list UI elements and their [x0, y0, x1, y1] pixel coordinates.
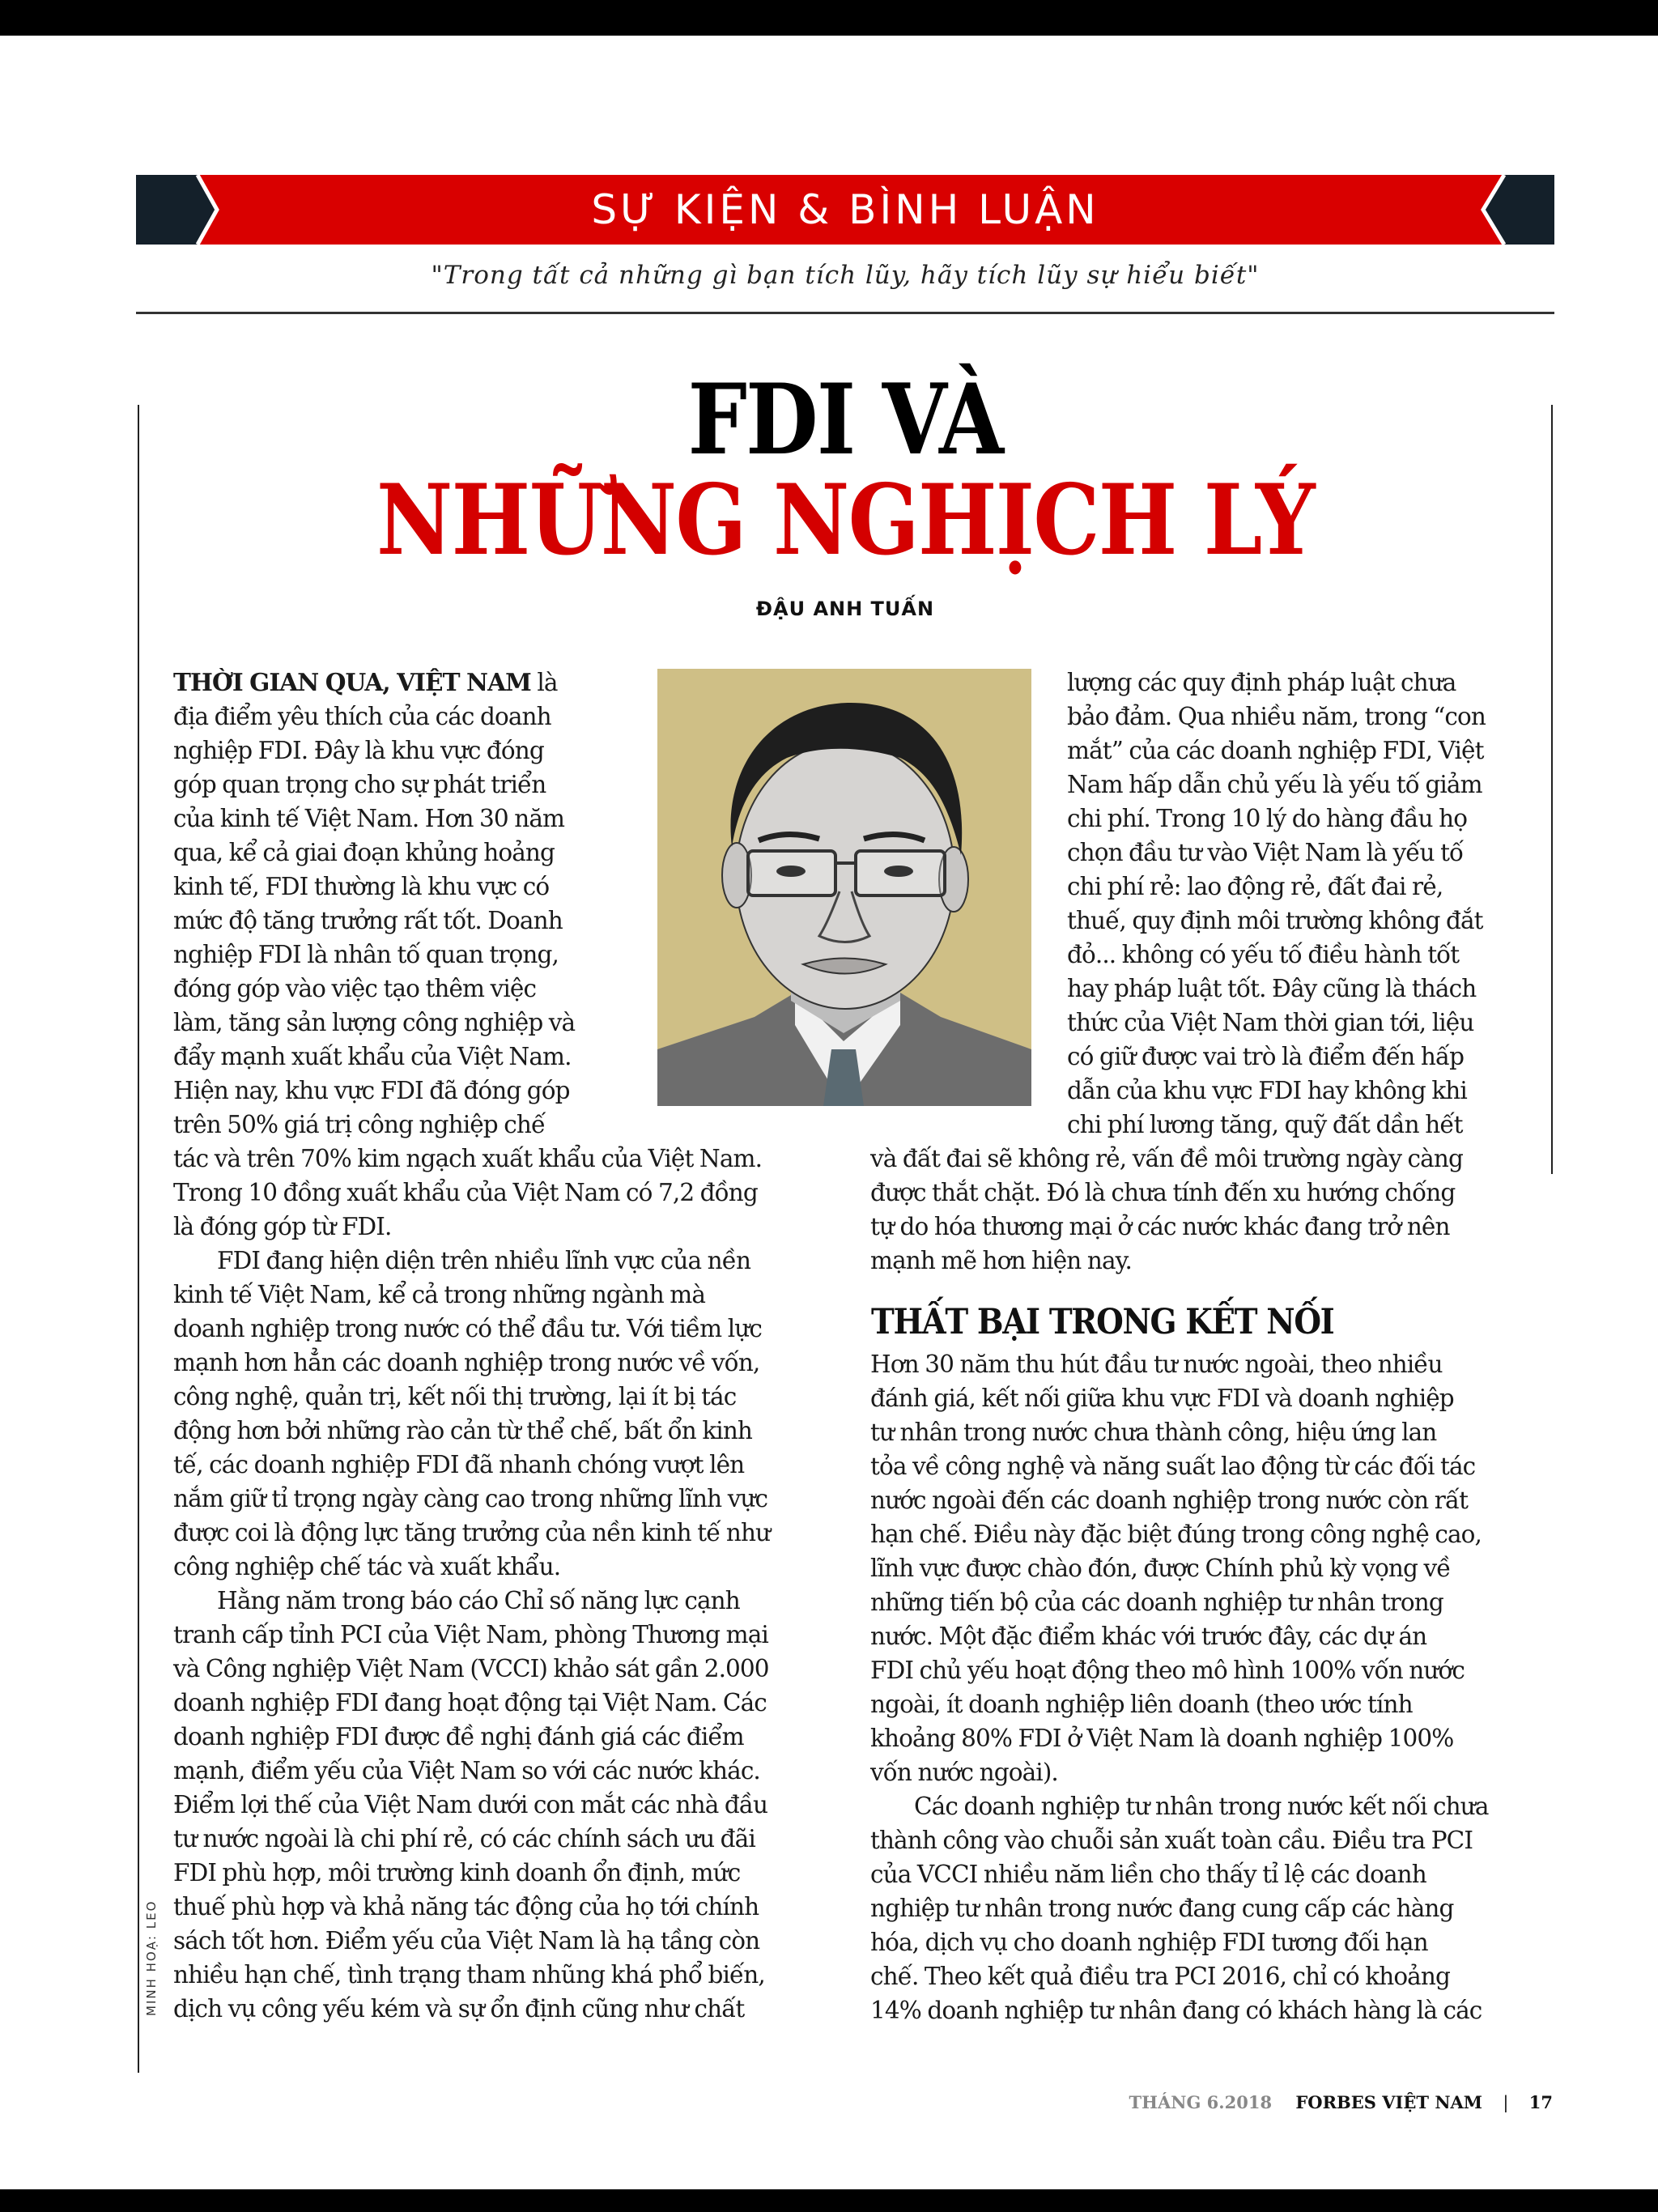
text-line: Nam hấp dẫn chủ yếu là yếu tố giảm — [1067, 771, 1482, 798]
text-line: dẫn của khu vực FDI hay không khi — [1067, 1077, 1467, 1104]
text-line: kinh tế Việt Nam, kể cả trong những ngành mà — [173, 1281, 706, 1308]
text-line: mạnh, điểm yếu của Việt Nam so với các nước khác. — [173, 1757, 760, 1784]
text-line: 14% doanh nghiệp tư nhân đang có khách hàng là các — [870, 1997, 1482, 2024]
text-line: mạnh mẽ hơn hiện nay. — [870, 1247, 1132, 1274]
text-line: và Công nghiệp Việt Nam (VCCI) khảo sát gần 2.000 — [173, 1655, 769, 1682]
text-line: mức độ tăng trưởng rất tốt. Doanh — [173, 907, 563, 934]
text-line: hay pháp luật tốt. Đây cũng là thách — [1067, 975, 1477, 1002]
text-line: thuế, quy định môi trường không đắt — [1067, 907, 1483, 934]
text-line: qua, kể cả giai đoạn khủng hoảng — [173, 839, 555, 866]
text-line: bảo đảm. Qua nhiều năm, trong “con — [1067, 703, 1486, 730]
text-line: tác và trên 70% kim ngạch xuất khẩu của Việt Nam. — [173, 1145, 763, 1172]
text-line: đỏ... không có yếu tố điều hành tốt — [1067, 941, 1460, 968]
lead-in: THỜI GIAN QUA, VIỆT NAM — [173, 668, 531, 696]
text-line: Trong 10 đồng xuất khẩu của Việt Nam có 7,2 đồng — [173, 1179, 758, 1206]
text-line: Hiện nay, khu vực FDI đã đóng góp — [173, 1077, 570, 1104]
footer-separator: | — [1503, 2093, 1509, 2112]
text-line: FDI đang hiện diện trên nhiều lĩnh vực của nền — [217, 1247, 751, 1274]
text-line: đánh giá, kết nối giữa khu vực FDI và doanh nghiệp — [870, 1385, 1454, 1412]
issue-date: THÁNG 6.2018 — [1129, 2092, 1273, 2112]
text-line: tư nước ngoài là chi phí rẻ, có các chính sách ưu đãi — [173, 1825, 755, 1853]
text-line: ngoài, ít doanh nghiệp liên doanh (theo ước tính — [870, 1691, 1413, 1718]
text-line: tranh cấp tỉnh PCI của Việt Nam, phòng Thương mại — [173, 1621, 768, 1648]
text-line: nghiệp FDI. Đây là khu vực đóng — [173, 737, 544, 764]
text-line: tự do hóa thương mại ở các nước khác đang trở nên — [870, 1213, 1450, 1240]
text-line: Các doanh nghiệp tư nhân trong nước kết nối chưa — [914, 1793, 1489, 1820]
text-line: đẩy mạnh xuất khẩu của Việt Nam. — [173, 1043, 572, 1070]
text-line: hạn chế. Điều này đặc biệt đúng trong công nghệ cao, — [870, 1521, 1482, 1548]
text-line: là — [530, 669, 558, 696]
text-line: có giữ được vai trò là điểm đến hấp — [1067, 1043, 1465, 1070]
text-line: thuế phù hợp và khả năng tác động của họ tới chính — [173, 1893, 759, 1921]
text-line: chi phí rẻ: lao động rẻ, đất đai rẻ, — [1067, 873, 1443, 900]
right-column-top — [1067, 666, 1486, 1142]
motto-divider — [136, 312, 1554, 314]
page-number: 17 — [1528, 2092, 1553, 2112]
text-line: của kinh tế Việt Nam. Hơn 30 năm — [173, 805, 565, 832]
text-line: dịch vụ công yếu kém và sự ổn định cũng như chất — [173, 1995, 745, 2023]
text-line: chi phí. Trong 10 lý do hàng đầu họ — [1067, 805, 1468, 832]
text-line: vốn nước ngoài). — [870, 1759, 1058, 1786]
text-line: được coi là động lực tăng trưởng của nền kinh tế như — [173, 1519, 771, 1546]
frame-left-rule — [138, 405, 139, 2073]
text-line: doanh nghiệp trong nước có thể đầu tư. Với tiềm lực — [173, 1315, 762, 1342]
illustration-credit: MINH HOẠ: LEO — [144, 1899, 159, 2016]
text-line: nước ngoài đến các doanh nghiệp trong nước còn rất — [870, 1487, 1469, 1514]
section-banner — [136, 175, 1554, 245]
text-line: thành công vào chuỗi sản xuất toàn cầu. Điều tra PCI — [870, 1827, 1473, 1854]
text-line: tỏa về công nghệ và năng suất lao động từ các đối tác — [870, 1453, 1476, 1480]
text-line: địa điểm yêu thích của các doanh — [173, 703, 551, 730]
text-line: đóng góp vào việc tạo thêm việc — [173, 975, 537, 1002]
text-line: chế. Theo kết quả điều tra PCI 2016, chỉ có khoảng — [870, 1963, 1450, 1990]
text-line: mạnh hơn hẳn các doanh nghiệp trong nước về vốn, — [173, 1349, 760, 1376]
text-line: chi phí lương tăng, quỹ đất dần hết — [1067, 1111, 1463, 1138]
frame-right-rule — [1551, 405, 1553, 1174]
publication-name: FORBES VIỆT NAM — [1295, 2092, 1483, 2112]
text-line: công nghệ, quản trị, kết nối thị trường, lại ít bị tác — [173, 1383, 737, 1410]
text-line: doanh nghiệp FDI được đề nghị đánh giá các điểm — [173, 1723, 744, 1750]
text-line: kinh tế, FDI thường là khu vực có — [173, 873, 550, 900]
text-line: được thắt chặt. Đó là chưa tính đến xu hướng chống — [870, 1179, 1456, 1206]
text-line: hóa, dịch vụ cho doanh nghiệp FDI tương đối hạn — [870, 1929, 1428, 1956]
text-line: sách tốt hơn. Điểm yếu của Việt Nam là hạ tầng còn — [173, 1927, 760, 1955]
section-motto: "Trong tất cả những gì bạn tích lũy, hãy tích lũy sự hiểu biết" — [431, 261, 1260, 290]
section2-paragraphs — [870, 1347, 1489, 2027]
text-line: tư nhân trong nước chưa thành công, hiệu ứng lan — [870, 1419, 1437, 1446]
text-line: khoảng 80% FDI ở Việt Nam là doanh nghiệp 100% — [870, 1725, 1454, 1752]
headline-line-1: FDI VÀ — [687, 363, 1003, 477]
subheading: THẤT BẠI TRONG KẾT NỐI — [871, 1302, 1334, 1342]
text-line: và đất đai sẽ không rẻ, vấn đề môi trường ngày càng — [870, 1145, 1463, 1172]
text-line: lượng các quy định pháp luật chưa — [1067, 669, 1456, 696]
text-line: nhiều hạn chế, tình trạng tham nhũng khá phổ biến, — [173, 1961, 765, 1989]
intro-paragraph — [173, 666, 770, 2026]
text-line: động hơn bởi những rào cản từ thể chế, bất ổn kinh — [173, 1417, 753, 1444]
headline-line-2: NHỮNG NGHỊCH LÝ — [376, 463, 1314, 577]
top-black-bar — [0, 0, 1658, 36]
page-footer — [1129, 2092, 1553, 2112]
text-line: công nghiệp chế tác và xuất khẩu. — [173, 1553, 561, 1580]
text-line: là đóng góp từ FDI. — [173, 1213, 392, 1240]
text-line: góp quan trọng cho sự phát triển — [173, 771, 546, 798]
text-line: chọn đầu tư vào Việt Nam là yếu tố — [1067, 839, 1464, 866]
text-line: nghiệp tư nhân trong nước đang cung cấp các hàng — [870, 1895, 1454, 1922]
text-line: nghiệp FDI là nhân tố quan trọng, — [173, 941, 559, 968]
text-line: thức của Việt Nam thời gian tới, liệu — [1067, 1009, 1474, 1036]
text-line: trên 50% giá trị công nghiệp chế — [173, 1111, 546, 1138]
right-column-continuation — [870, 1142, 1463, 1278]
intro-first-line — [173, 666, 770, 700]
text-line: những tiến bộ của các doanh nghiệp tư nhân trong — [870, 1589, 1443, 1616]
section-title: SỰ KIỆN & BÌNH LUẬN — [591, 186, 1099, 233]
text-line: nước. Một đặc điểm khác với trước đây, các dự án — [870, 1623, 1427, 1650]
text-line: Điểm lợi thế của Việt Nam dưới con mắt các nhà đầu — [173, 1791, 768, 1819]
text-line: lĩnh vực được chào đón, được Chính phủ kỳ vọng về — [870, 1555, 1451, 1582]
text-line: làm, tăng sản lượng công nghiệp và — [173, 1009, 576, 1036]
text-line: doanh nghiệp FDI đang hoạt động tại Việt Nam. Các — [173, 1689, 767, 1716]
text-line: FDI phù hợp, môi trường kinh doanh ổn định, mức — [173, 1859, 741, 1887]
text-line: mắt” của các doanh nghiệp FDI, Việt — [1067, 737, 1484, 764]
text-line: của VCCI nhiều năm liền cho thấy tỉ lệ các doanh — [870, 1861, 1426, 1888]
text-line: Hằng năm trong báo cáo Chỉ số năng lực cạnh — [217, 1587, 740, 1614]
text-line: tế, các doanh nghiệp FDI đã nhanh chóng vượt lên — [173, 1451, 745, 1478]
bottom-black-bar — [0, 2189, 1658, 2212]
text-line: nắm giữ tỉ trọng ngày càng cao trong những lĩnh vực — [173, 1485, 768, 1512]
text-line: Hơn 30 năm thu hút đầu tư nước ngoài, theo nhiều — [870, 1351, 1443, 1378]
text-line: FDI chủ yếu hoạt động theo mô hình 100% vốn nước — [870, 1657, 1465, 1684]
byline: ĐẬU ANH TUẤN — [755, 598, 935, 620]
